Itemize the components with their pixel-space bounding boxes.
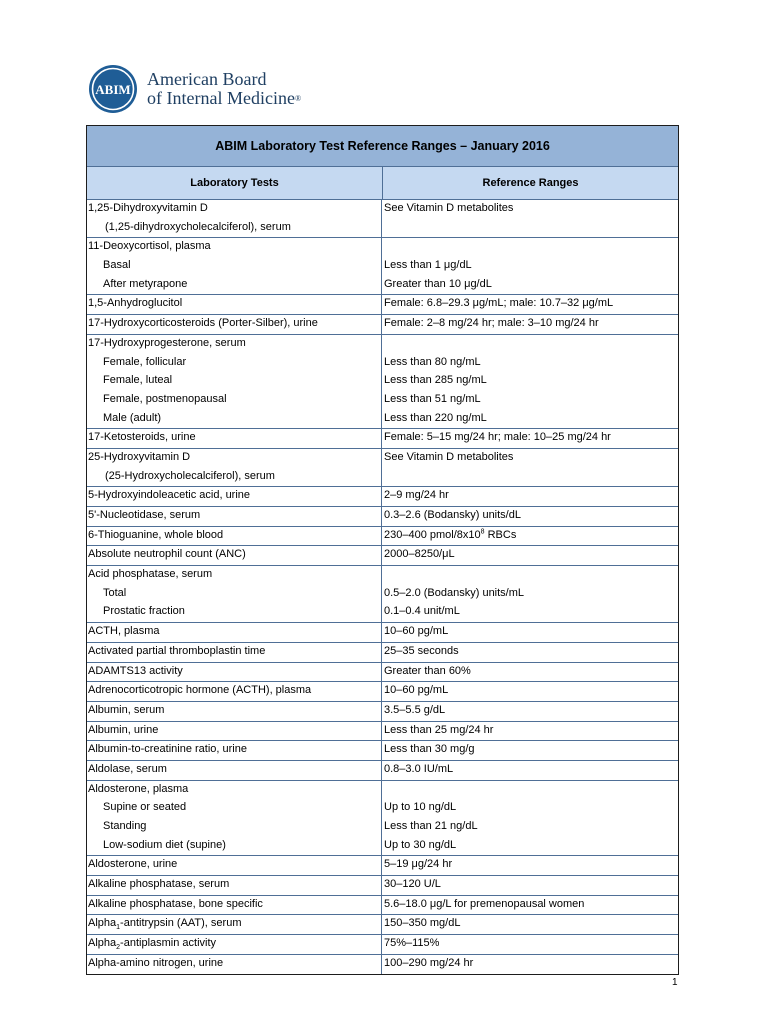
reference-range-cell (382, 335, 678, 428)
reference-range: 2–9 mg/24 hr (384, 489, 449, 502)
reference-range-cell (382, 238, 678, 294)
test-name: 17-Hydroxycorticosteroids (Porter-Silber), urine (88, 317, 318, 330)
reference-range: 0.3–2.6 (Bodansky) units/dL (384, 509, 521, 521)
reference-range-line (384, 315, 678, 334)
test-name: (1,25-dihydroxycholecalciferol), serum (105, 220, 291, 233)
header-reference-ranges: Reference Ranges (482, 177, 579, 189)
reference-range-line (384, 781, 678, 800)
reference-range-line (384, 682, 678, 701)
test-name-line (88, 702, 381, 721)
table-row (87, 546, 678, 566)
table-row (87, 527, 678, 547)
reference-range-line (384, 546, 678, 565)
test-name-cell (87, 507, 382, 526)
test-name: 1,25-Dihydroxyvitamin D (88, 202, 208, 214)
test-name-line (88, 487, 381, 506)
test-name-subscript: 1 (116, 924, 121, 932)
table-row (87, 335, 678, 429)
table-row (87, 487, 678, 507)
test-name-cell (87, 781, 382, 856)
test-name-cell (87, 643, 382, 662)
test-name-cell (87, 487, 382, 506)
test-name: Standing (103, 820, 147, 832)
reference-range-line (384, 702, 678, 721)
test-name-cell (87, 702, 382, 721)
reference-range: 3.5–5.5 g/dL (384, 703, 446, 716)
reference-range: 0.8–3.0 IU/mL (384, 762, 454, 775)
table-row (87, 856, 678, 876)
test-name-line (88, 603, 381, 622)
test-name-cell (87, 295, 382, 314)
org-name (147, 70, 301, 108)
reference-range: Less than 80 ng/mL (384, 355, 481, 368)
reference-range-tail: RBCs (484, 528, 517, 541)
test-name: Basal (103, 259, 131, 272)
test-name: Aldosterone, urine (88, 858, 178, 871)
reference-range-line (384, 935, 678, 954)
reference-range-line (384, 257, 678, 276)
test-name-line (88, 449, 381, 468)
reference-range-line (384, 818, 678, 837)
test-name: Female, postmenopausal (103, 392, 227, 405)
test-name-cell (87, 856, 382, 875)
test-name-line (88, 915, 381, 934)
reference-range-cell (382, 566, 678, 622)
reference-range-cell (382, 955, 678, 974)
reference-range-line (384, 876, 678, 895)
reference-range-line (384, 200, 678, 219)
test-name-line (88, 781, 381, 800)
test-name-cell (87, 876, 382, 895)
test-name: Albumin, serum (88, 703, 165, 716)
test-name-line (88, 219, 381, 238)
reference-range-cell (382, 315, 678, 334)
reference-range-cell (382, 623, 678, 642)
reference-range: 75%–115% (384, 937, 440, 950)
test-name: ACTH, plasma (88, 625, 160, 638)
test-name-cell (87, 200, 382, 237)
test-name-cell (87, 623, 382, 642)
test-name-line (88, 799, 381, 818)
test-name-line (88, 896, 381, 915)
reference-range-cell (382, 856, 678, 875)
test-name-line (88, 856, 381, 875)
reference-range-line (384, 603, 678, 622)
reference-range: 10–60 pg/mL (384, 625, 449, 638)
table-row (87, 955, 678, 974)
reference-range: 0.5–2.0 (Bodansky) units/mL (384, 586, 525, 599)
table-row (87, 507, 678, 527)
reference-range-line (384, 219, 678, 238)
reference-range: Up to 30 ng/dL (384, 838, 457, 851)
reference-range-line (384, 487, 678, 506)
test-name-line (88, 935, 381, 954)
reference-range: 0.1–0.4 unit/mL (384, 605, 460, 618)
reference-range-line (384, 837, 678, 856)
reference-range: Less than 285 ng/mL (384, 374, 487, 387)
table-row (87, 915, 678, 935)
test-name: 5'-Nucleotidase, serum (88, 509, 201, 521)
test-name: Alpha (88, 917, 117, 930)
reference-ranges-table (86, 125, 679, 975)
reference-range-line (384, 372, 678, 391)
test-name-line (88, 295, 381, 314)
test-name: Alpha (88, 937, 117, 950)
reference-range: Less than 1 μg/dL (384, 259, 472, 272)
test-name: Alkaline phosphatase, bone specific (88, 897, 263, 910)
test-name-cell (87, 761, 382, 780)
test-name: Alkaline phosphatase, serum (88, 878, 230, 891)
test-name-line (88, 955, 381, 974)
test-name: Adrenocorticotropic hormone (ACTH), plasma (88, 684, 312, 697)
reference-range: 100–290 mg/24 hr (384, 956, 474, 969)
test-name-line (88, 837, 381, 856)
reference-range-cell (382, 781, 678, 856)
reference-range: 25–35 seconds (384, 644, 459, 657)
reference-range-line (384, 761, 678, 780)
reference-range-line (384, 722, 678, 741)
reference-range-line (384, 527, 678, 546)
reference-range: 230–400 pmol/8x10 (384, 528, 481, 541)
test-name-line (88, 238, 381, 257)
test-name: Absolute neutrophil count (ANC) (88, 548, 246, 561)
reference-range-line (384, 238, 678, 257)
reference-range-line (384, 856, 678, 875)
table-row (87, 935, 678, 955)
test-name: Alpha-amino nitrogen, urine (88, 956, 224, 969)
reference-range-cell (382, 295, 678, 314)
test-name-tail: -antitrypsin (AAT), serum (120, 917, 242, 930)
test-name: Total (103, 586, 127, 599)
reference-range-cell (382, 487, 678, 506)
test-name: 6-Thioguanine, whole blood (88, 528, 224, 541)
test-name: After metyrapone (103, 277, 188, 290)
test-name: 11-Deoxycortisol, plasma (88, 240, 211, 253)
org-name-line1: American Board (147, 69, 267, 89)
test-name-line (88, 722, 381, 741)
test-name: Aldosterone, plasma (88, 782, 189, 795)
reference-range-line (384, 566, 678, 585)
reference-range-cell (382, 643, 678, 662)
test-name: Activated partial thromboplastin time (88, 644, 266, 657)
table-row (87, 896, 678, 916)
test-name: Low-sodium diet (supine) (103, 838, 226, 851)
reference-range-line (384, 955, 678, 974)
table-row (87, 643, 678, 663)
reference-range: Less than 51 ng/mL (384, 392, 481, 405)
test-name-cell (87, 335, 382, 428)
test-name-line (88, 527, 381, 546)
abim-seal-icon (88, 64, 138, 114)
reference-range-cell (382, 682, 678, 701)
reference-range-line (384, 410, 678, 429)
table-row (87, 449, 678, 487)
test-name-line (88, 429, 381, 448)
page-number: 1 (672, 977, 678, 988)
reference-range-line (384, 623, 678, 642)
reference-range-line (384, 295, 678, 314)
table-row (87, 429, 678, 449)
reference-range-cell (382, 546, 678, 565)
table-row (87, 623, 678, 643)
test-name-cell (87, 663, 382, 682)
test-name-line (88, 623, 381, 642)
test-name: (25-Hydroxycholecalciferol), serum (105, 469, 275, 482)
test-name-cell (87, 896, 382, 915)
table-row (87, 295, 678, 315)
test-name: 17-Hydroxyprogesterone, serum (88, 336, 246, 349)
test-name-line (88, 468, 381, 487)
org-name-line2: of Internal Medicine (147, 88, 295, 108)
test-name: 5-Hydroxyindoleacetic acid, urine (88, 489, 251, 502)
test-name: Albumin-to-creatinine ratio, urine (88, 743, 247, 756)
test-name-cell (87, 935, 382, 954)
test-name-line (88, 643, 381, 662)
test-name-subscript: 2 (116, 944, 121, 952)
reference-range: Female: 6.8–29.3 μg/mL; male: 10.7–32 μg/mL (384, 297, 614, 310)
test-name: Aldolase, serum (88, 762, 167, 775)
reference-range: Greater than 60% (384, 664, 471, 677)
reference-range: 5–19 μg/24 hr (384, 858, 453, 871)
reference-range-line (384, 391, 678, 410)
table-row (87, 200, 678, 238)
header-laboratory-tests: Laboratory Tests (87, 167, 383, 199)
table-row (87, 682, 678, 702)
test-name-cell (87, 566, 382, 622)
table-row (87, 315, 678, 335)
test-name-cell (87, 682, 382, 701)
reference-range-line (384, 429, 678, 448)
reference-range-superscript: 8 (480, 528, 485, 536)
reference-range: Female: 5–15 mg/24 hr; male: 10–25 mg/24 hr (384, 431, 611, 444)
test-name: 25-Hydroxyvitamin D (88, 450, 191, 463)
table-row (87, 741, 678, 761)
abim-logo (88, 64, 301, 114)
table-row (87, 566, 678, 623)
test-name: Male (adult) (103, 411, 162, 424)
test-name: 1,5-Anhydroglucitol (88, 297, 183, 310)
test-name-cell (87, 741, 382, 760)
test-name-line (88, 741, 381, 760)
test-name: Supine or seated (103, 801, 187, 814)
test-name-line (88, 372, 381, 391)
test-name-line (88, 663, 381, 682)
reference-range-line (384, 468, 678, 487)
table-body (87, 200, 678, 974)
table-row (87, 663, 678, 683)
table-row (87, 876, 678, 896)
test-name: Acid phosphatase, serum (88, 568, 213, 581)
test-name-line (88, 818, 381, 837)
reference-range: Less than 25 mg/24 hr (384, 723, 494, 736)
table-row (87, 722, 678, 742)
table-row (87, 761, 678, 781)
test-name-line (88, 276, 381, 295)
reference-range-cell (382, 761, 678, 780)
table-row (87, 238, 678, 295)
reference-range-line (384, 663, 678, 682)
reference-range: Less than 21 ng/dL (384, 820, 478, 832)
reference-range: Greater than 10 μg/dL (384, 277, 492, 290)
test-name-line (88, 315, 381, 334)
reference-range-cell (382, 429, 678, 448)
test-name-line (88, 354, 381, 373)
reference-range-line (384, 799, 678, 818)
test-name-cell (87, 722, 382, 741)
table-header (87, 167, 678, 200)
table-title: ABIM Laboratory Test Reference Ranges – January 2016 (87, 126, 678, 167)
reference-range-cell (382, 935, 678, 954)
reference-range-line (384, 585, 678, 604)
reference-range: See Vitamin D metabolites (384, 202, 514, 214)
reference-range-cell (382, 741, 678, 760)
test-name-line (88, 391, 381, 410)
reference-range-line (384, 915, 678, 934)
test-name-cell (87, 449, 382, 486)
test-name-line (88, 507, 381, 526)
reference-range-cell (382, 527, 678, 546)
reference-range: Less than 30 mg/g (384, 743, 475, 756)
test-name: ADAMTS13 activity (88, 664, 183, 677)
reference-range-cell (382, 507, 678, 526)
reference-range-line (384, 643, 678, 662)
table-row (87, 781, 678, 857)
test-name-line (88, 257, 381, 276)
reference-range-cell (382, 663, 678, 682)
reference-range-cell (382, 449, 678, 486)
test-name-cell (87, 315, 382, 334)
reference-range: See Vitamin D metabolites (384, 450, 514, 463)
test-name: Female, luteal (103, 374, 173, 387)
reference-range: 30–120 U/L (384, 878, 441, 891)
test-name: Female, follicular (103, 355, 187, 368)
test-name-cell (87, 527, 382, 546)
test-name: Albumin, urine (88, 723, 159, 736)
reference-range-line (384, 507, 678, 526)
test-name-line (88, 585, 381, 604)
reference-range-line (384, 335, 678, 354)
reference-range-line (384, 896, 678, 915)
test-name-cell (87, 955, 382, 974)
test-name-line (88, 682, 381, 701)
test-name-tail: -antiplasmin activity (120, 937, 217, 950)
table-row (87, 702, 678, 722)
reference-range-cell (382, 915, 678, 934)
reference-range: 10–60 pg/mL (384, 684, 449, 697)
test-name-cell (87, 915, 382, 934)
reference-range-cell (382, 896, 678, 915)
test-name: Prostatic fraction (103, 605, 185, 618)
test-name: 17-Ketosteroids, urine (88, 431, 196, 444)
reference-range-cell (382, 722, 678, 741)
reference-range: Up to 10 ng/dL (384, 801, 457, 814)
reference-range: Less than 220 ng/mL (384, 411, 487, 424)
test-name-line (88, 335, 381, 354)
test-name-line (88, 761, 381, 780)
reference-range-cell (382, 200, 678, 237)
test-name-cell (87, 546, 382, 565)
test-name-line (88, 410, 381, 429)
reference-range-cell (382, 876, 678, 895)
reference-range-cell (382, 702, 678, 721)
test-name-line (88, 876, 381, 895)
test-name-cell (87, 429, 382, 448)
test-name-line (88, 200, 381, 219)
reference-range: Female: 2–8 mg/24 hr; male: 3–10 mg/24 hr (384, 317, 599, 330)
reference-range: 2000–8250/μL (384, 548, 455, 561)
registered-mark: ® (294, 94, 302, 103)
reference-range: 150–350 mg/dL (384, 917, 461, 930)
reference-range-line (384, 354, 678, 373)
reference-range-line (384, 276, 678, 295)
test-name-line (88, 546, 381, 565)
seal-letters: ABIM (95, 82, 131, 97)
reference-range-line (384, 741, 678, 760)
org-name-line2-wrap (147, 89, 301, 108)
reference-range: 5.6–18.0 μg/L for premenopausal women (384, 897, 585, 910)
test-name-cell (87, 238, 382, 294)
test-name-line (88, 566, 381, 585)
reference-range-line (384, 449, 678, 468)
